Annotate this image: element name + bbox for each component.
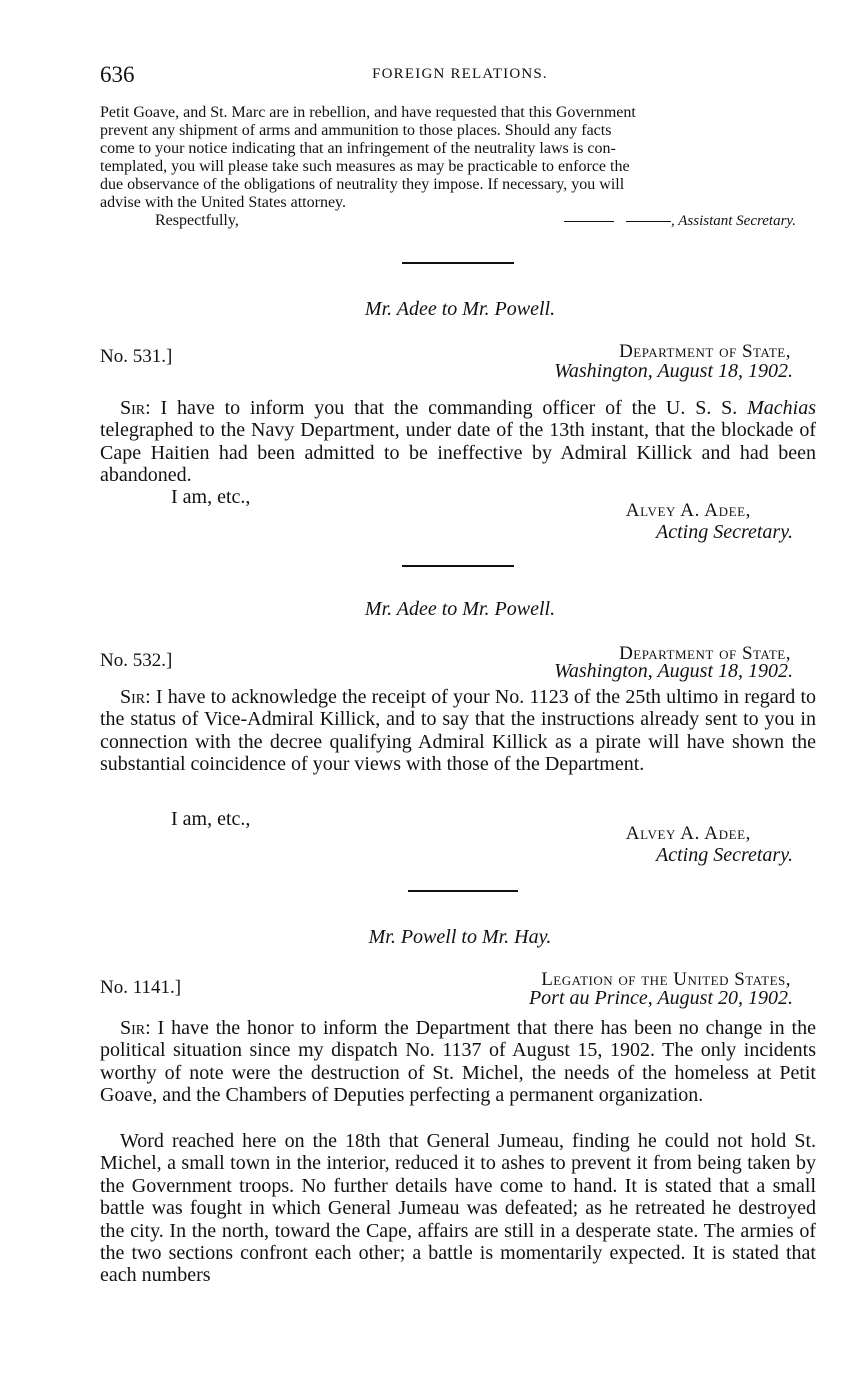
signer-title: Acting Secretary. bbox=[656, 521, 793, 543]
section-divider bbox=[408, 890, 518, 892]
body-line: prevent any shipment of arms and ammunition to those places. Should any facts bbox=[100, 122, 612, 139]
dateline: Washington, August 18, 1902. bbox=[554, 660, 793, 682]
signature-blank bbox=[626, 221, 671, 222]
salutation: Sir: bbox=[120, 1017, 151, 1039]
salutation: Sir: bbox=[120, 397, 151, 419]
letter-body bbox=[100, 397, 816, 487]
signer-name: Alvey A. Adee, bbox=[625, 823, 751, 844]
body-text: telegraphed to the Navy Department, under date of the 13th instant, that the blockade of Cape Haitien had been admitted to be ineffective by Admiral Killick and had been abandoned. bbox=[100, 419, 816, 487]
dateline: Port au Prince, August 20, 1902. bbox=[528, 987, 793, 1009]
letter-body bbox=[100, 686, 816, 776]
document-number: No. 531.] bbox=[100, 346, 173, 367]
section-divider bbox=[402, 565, 514, 567]
body-line: advise with the United States attorney. bbox=[100, 194, 347, 211]
signer-name: Alvey A. Adee, bbox=[625, 500, 751, 521]
body-line: due observance of the obligations of neutrality they impose. If necessary, you will bbox=[100, 176, 625, 193]
body-line: templated, you will please take such measures as may be practicable to enforce the bbox=[100, 158, 630, 175]
department-heading: Legation of the United States, bbox=[541, 969, 791, 990]
letter-body bbox=[100, 1017, 816, 1107]
document-number: No. 532.] bbox=[100, 650, 173, 671]
letter-title: Mr. Adee to Mr. Powell. bbox=[364, 598, 556, 620]
signature-blank bbox=[564, 221, 614, 222]
letter-title: Mr. Powell to Mr. Hay. bbox=[368, 926, 552, 948]
signer-line bbox=[564, 212, 796, 230]
closing-text: Respectfully, bbox=[155, 212, 239, 229]
signer-title: Acting Secretary. bbox=[656, 844, 793, 866]
dateline: Washington, August 18, 1902. bbox=[554, 360, 793, 382]
body-line: come to your notice indicating that an infringement of the neutrality laws is con- bbox=[100, 140, 616, 157]
section-divider bbox=[402, 262, 514, 264]
preceding-letter-closing bbox=[100, 212, 800, 234]
ship-name: Machias bbox=[747, 397, 817, 419]
letter-title: Mr. Adee to Mr. Powell. bbox=[364, 298, 556, 320]
page-number: 636 bbox=[100, 62, 135, 87]
department-heading: Department of State, bbox=[619, 643, 791, 664]
running-head: FOREIGN RELATIONS. bbox=[372, 66, 548, 82]
body-text: I have the honor to inform the Department that there has been no change in the political situation since my dispatch No. 1137 of August 15, 1902. The only incidents worthy of note were the destruction of St. Michel, the needs of the homeless at Petit Goave, and the Chambers of Deputies perfecting a permanent organization. bbox=[100, 1017, 816, 1107]
department-heading: Department of State, bbox=[619, 341, 791, 362]
body-line: Petit Goave, and St. Marc are in rebellion, and have requested that this Government bbox=[100, 104, 636, 121]
body-text: Word reached here on the 18th that General Jumeau, finding he could not hold St. Michel, a small town in the interior, reduced it to ashes to prevent it from being taken by the Government troops. No further details have come to hand. It is stated that a small battle was fought in which General Jumeau was defeated; as he retreated he destroyed the city. In the north, toward the Cape, affairs are still in a desperate state. The armies of the two sections confront each other; a battle is momentarily expected. It is stated that each numbers bbox=[100, 1130, 816, 1287]
body-text: I have to inform you that the commanding officer of the U. S. S. bbox=[150, 397, 738, 419]
salutation: Sir: bbox=[120, 686, 151, 708]
closing-text: I am, etc., bbox=[171, 486, 251, 508]
letter-body bbox=[100, 1130, 816, 1287]
signer-title: , Assistant Secretary. bbox=[671, 213, 796, 229]
page-header bbox=[100, 62, 820, 92]
preceding-letter-body bbox=[100, 104, 814, 212]
document-number: No. 1141.] bbox=[100, 977, 182, 998]
body-text: I have to acknowledge the receipt of your No. 1123 of the 25th ultimo in regard to the status of Vice-Admiral Killick, and to say that the instructions already sent to you in connection with the decree qualifying Admiral Killick as a pirate will have shown the substantial coincidence of your views with those of the Department. bbox=[100, 686, 816, 776]
closing-text: I am, etc., bbox=[171, 808, 251, 830]
